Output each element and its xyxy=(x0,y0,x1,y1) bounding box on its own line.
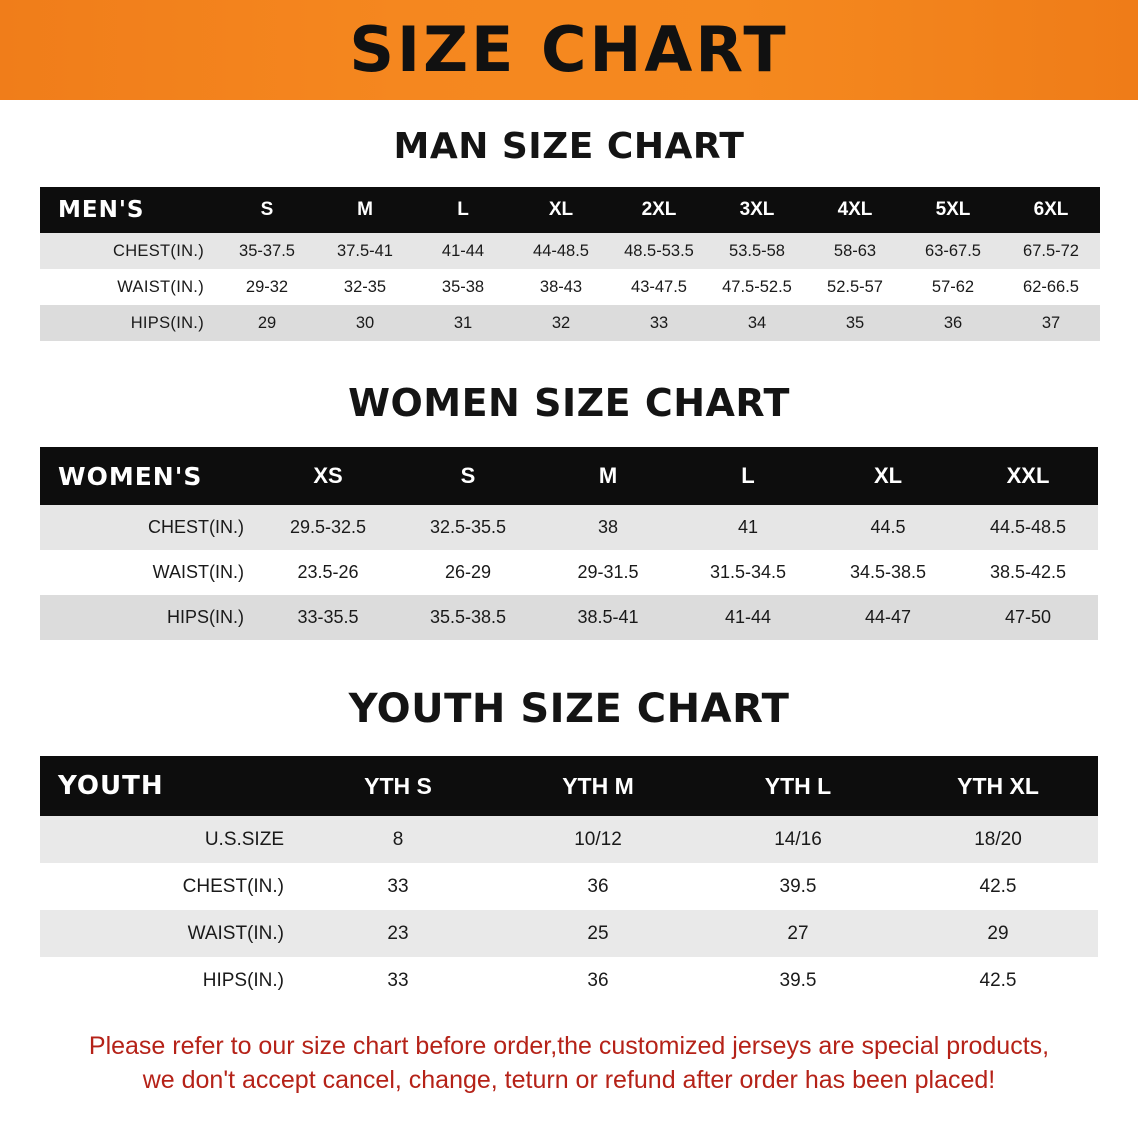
women-row-label: WAIST(IN.) xyxy=(40,550,258,595)
table-cell: 31.5-34.5 xyxy=(678,550,818,595)
table-cell: 29.5-32.5 xyxy=(258,505,398,550)
table-cell: 26-29 xyxy=(398,550,538,595)
women-corner-label: WOMEN'S xyxy=(40,447,258,505)
man-table-header-row xyxy=(40,187,1100,233)
women-col-header: L xyxy=(678,447,818,505)
table-cell: 33-35.5 xyxy=(258,595,398,640)
man-col-header: 4XL xyxy=(806,187,904,233)
table-cell: 29 xyxy=(898,910,1098,957)
man-row-label: HIPS(IN.) xyxy=(40,305,218,341)
table-cell: 27 xyxy=(698,910,898,957)
table-cell: 38.5-41 xyxy=(538,595,678,640)
table-cell: 33 xyxy=(298,863,498,910)
page-title: SIZE CHART xyxy=(349,13,789,86)
man-size-table xyxy=(40,187,1100,341)
table-cell: 53.5-58 xyxy=(708,233,806,269)
table-cell: 58-63 xyxy=(806,233,904,269)
table-cell: 42.5 xyxy=(898,957,1098,1004)
table-cell: 35 xyxy=(806,305,904,341)
women-table-wrap xyxy=(40,447,1098,640)
man-row-label: CHEST(IN.) xyxy=(40,233,218,269)
table-cell: 63-67.5 xyxy=(904,233,1002,269)
policy-note-line-2: we don't accept cancel, change, teturn or refund after order has been placed! xyxy=(142,1065,996,1094)
table-cell: 62-66.5 xyxy=(1002,269,1100,305)
table-row xyxy=(40,550,1098,595)
table-cell: 29-32 xyxy=(218,269,316,305)
table-cell: 38-43 xyxy=(512,269,610,305)
table-cell: 30 xyxy=(316,305,414,341)
table-cell: 43-47.5 xyxy=(610,269,708,305)
table-cell: 44-48.5 xyxy=(512,233,610,269)
women-size-table xyxy=(40,447,1098,640)
women-table-header-row xyxy=(40,447,1098,505)
women-row-label: CHEST(IN.) xyxy=(40,505,258,550)
table-cell: 44-47 xyxy=(818,595,958,640)
table-cell: 47-50 xyxy=(958,595,1098,640)
youth-section-heading: YOUTH SIZE CHART xyxy=(348,686,790,732)
table-cell: 34 xyxy=(708,305,806,341)
man-col-header: XL xyxy=(512,187,610,233)
policy-note xyxy=(36,1030,1102,1098)
youth-table-wrap xyxy=(40,756,1098,1004)
page-banner xyxy=(0,0,1138,100)
table-cell: 32 xyxy=(512,305,610,341)
table-row xyxy=(40,595,1098,640)
table-cell: 47.5-52.5 xyxy=(708,269,806,305)
table-cell: 39.5 xyxy=(698,957,898,1004)
table-cell: 23 xyxy=(298,910,498,957)
table-cell: 36 xyxy=(498,863,698,910)
table-cell: 33 xyxy=(298,957,498,1004)
table-cell: 35.5-38.5 xyxy=(398,595,538,640)
women-col-header: XL xyxy=(818,447,958,505)
table-cell: 67.5-72 xyxy=(1002,233,1100,269)
youth-col-header: YTH S xyxy=(298,756,498,816)
table-cell: 41 xyxy=(678,505,818,550)
table-cell: 8 xyxy=(298,816,498,863)
table-cell: 35-38 xyxy=(414,269,512,305)
table-cell: 37.5-41 xyxy=(316,233,414,269)
man-col-header: 2XL xyxy=(610,187,708,233)
youth-row-label: HIPS(IN.) xyxy=(40,957,298,1004)
table-cell: 25 xyxy=(498,910,698,957)
table-cell: 42.5 xyxy=(898,863,1098,910)
table-cell: 34.5-38.5 xyxy=(818,550,958,595)
man-corner-label: MEN'S xyxy=(40,187,218,233)
youth-col-header: YTH L xyxy=(698,756,898,816)
table-cell: 38.5-42.5 xyxy=(958,550,1098,595)
table-cell: 38 xyxy=(538,505,678,550)
man-row-label: WAIST(IN.) xyxy=(40,269,218,305)
man-table-wrap xyxy=(40,187,1098,341)
table-cell: 23.5-26 xyxy=(258,550,398,595)
table-cell: 10/12 xyxy=(498,816,698,863)
youth-col-header: YTH M xyxy=(498,756,698,816)
youth-row-label: CHEST(IN.) xyxy=(40,863,298,910)
table-cell: 37 xyxy=(1002,305,1100,341)
youth-corner-label: YOUTH xyxy=(40,756,298,816)
table-cell: 52.5-57 xyxy=(806,269,904,305)
table-cell: 35-37.5 xyxy=(218,233,316,269)
table-row xyxy=(40,957,1098,1004)
table-row xyxy=(40,233,1100,269)
man-col-header: 3XL xyxy=(708,187,806,233)
table-row xyxy=(40,269,1100,305)
youth-row-label: U.S.SIZE xyxy=(40,816,298,863)
man-col-header: 6XL xyxy=(1002,187,1100,233)
youth-table-header-row xyxy=(40,756,1098,816)
table-row xyxy=(40,816,1098,863)
youth-row-label: WAIST(IN.) xyxy=(40,910,298,957)
table-cell: 32.5-35.5 xyxy=(398,505,538,550)
table-cell: 44.5 xyxy=(818,505,958,550)
man-section-heading: MAN SIZE CHART xyxy=(393,126,745,167)
youth-col-header: YTH XL xyxy=(898,756,1098,816)
women-col-header: S xyxy=(398,447,538,505)
table-cell: 57-62 xyxy=(904,269,1002,305)
table-row xyxy=(40,505,1098,550)
policy-note-line-1: Please refer to our size chart before order,the customized jerseys are special products, xyxy=(88,1032,1050,1060)
women-col-header: XXL xyxy=(958,447,1098,505)
man-col-header: L xyxy=(414,187,512,233)
women-col-header: M xyxy=(538,447,678,505)
women-row-label: HIPS(IN.) xyxy=(40,595,258,640)
table-cell: 36 xyxy=(904,305,1002,341)
women-section-heading: WOMEN SIZE CHART xyxy=(348,381,790,425)
youth-size-table xyxy=(40,756,1098,1004)
table-row xyxy=(40,305,1100,341)
table-row xyxy=(40,863,1098,910)
table-cell: 32-35 xyxy=(316,269,414,305)
man-col-header: 5XL xyxy=(904,187,1002,233)
table-cell: 18/20 xyxy=(898,816,1098,863)
table-cell: 29 xyxy=(218,305,316,341)
man-col-header: M xyxy=(316,187,414,233)
table-cell: 41-44 xyxy=(414,233,512,269)
women-col-header: XS xyxy=(258,447,398,505)
table-cell: 29-31.5 xyxy=(538,550,678,595)
table-cell: 44.5-48.5 xyxy=(958,505,1098,550)
table-cell: 39.5 xyxy=(698,863,898,910)
man-col-header: S xyxy=(218,187,316,233)
table-cell: 14/16 xyxy=(698,816,898,863)
table-row xyxy=(40,910,1098,957)
table-cell: 36 xyxy=(498,957,698,1004)
table-cell: 41-44 xyxy=(678,595,818,640)
table-cell: 48.5-53.5 xyxy=(610,233,708,269)
table-cell: 31 xyxy=(414,305,512,341)
table-cell: 33 xyxy=(610,305,708,341)
